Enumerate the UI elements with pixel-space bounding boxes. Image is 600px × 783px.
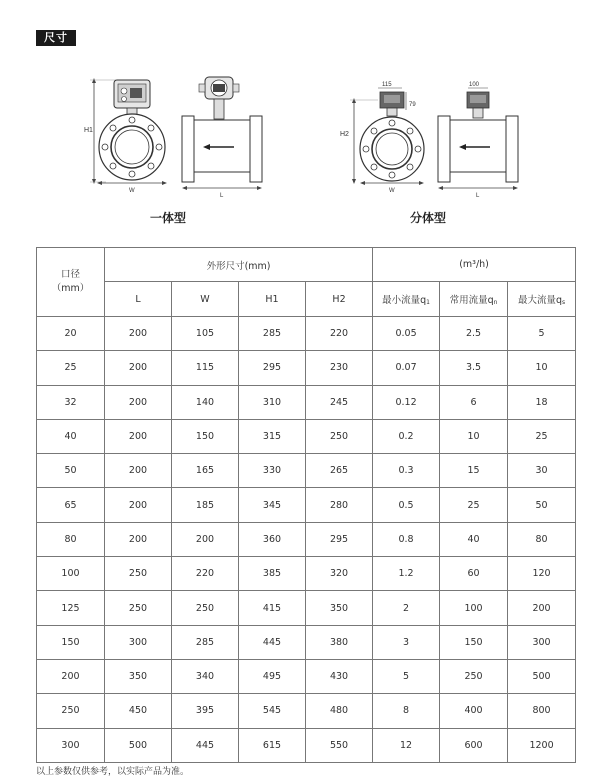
table-row [37, 317, 576, 351]
table-cell: 12 [373, 728, 440, 762]
table-cell: 150 [440, 625, 508, 659]
table-cell: 310 [239, 385, 306, 419]
table-cell: 800 [508, 694, 576, 728]
table-cell: 40 [37, 419, 105, 453]
column-header-label: L [135, 293, 141, 305]
table-cell: 245 [306, 385, 373, 419]
table-cell: 550 [306, 728, 373, 762]
table-cell: 250 [172, 591, 239, 625]
table-cell: 150 [37, 625, 105, 659]
table-cell: 200 [172, 522, 239, 556]
table-cell: 315 [239, 419, 306, 453]
table-cell: 350 [306, 591, 373, 625]
table-cell: 25 [37, 351, 105, 385]
column-header-label: 最小流量q [382, 295, 427, 306]
table-row [37, 591, 576, 625]
dim-w-label: W [389, 188, 395, 194]
table-cell: 0.2 [373, 419, 440, 453]
column-header [239, 282, 306, 317]
table-cell: 40 [440, 522, 508, 556]
column-header-subscript: 1 [426, 299, 430, 306]
table-cell: 10 [508, 351, 576, 385]
table-cell: 230 [306, 351, 373, 385]
table-cell: 220 [172, 557, 239, 591]
table-cell: 200 [105, 454, 172, 488]
table-row [37, 728, 576, 762]
table-cell: 100 [440, 591, 508, 625]
table-cell: 5 [373, 659, 440, 693]
table-cell: 445 [172, 728, 239, 762]
table-cell: 295 [239, 351, 306, 385]
column-header [105, 282, 172, 317]
table-cell: 32 [37, 385, 105, 419]
table-cell: 250 [105, 591, 172, 625]
table-cell: 6 [440, 385, 508, 419]
table-cell: 115 [172, 351, 239, 385]
column-header [440, 282, 508, 317]
table-cell: 3 [373, 625, 440, 659]
dimension-spec-table [36, 247, 576, 763]
column-header-label: H1 [265, 293, 279, 305]
table-cell: 430 [306, 659, 373, 693]
integrated-flowmeter-diagram [82, 70, 282, 200]
table-cell: 380 [306, 625, 373, 659]
table-cell: 100 [37, 557, 105, 591]
table-cell: 0.05 [373, 317, 440, 351]
table-row [37, 454, 576, 488]
table-cell: 65 [37, 488, 105, 522]
table-cell: 250 [306, 419, 373, 453]
table-row [37, 694, 576, 728]
table-cell: 320 [306, 557, 373, 591]
table-cell: 480 [306, 694, 373, 728]
table-cell: 200 [105, 317, 172, 351]
table-cell: 0.12 [373, 385, 440, 419]
column-header-label: W [200, 293, 210, 305]
table-cell: 200 [37, 659, 105, 693]
dim-h1-label: H1 [84, 127, 93, 134]
column-header-subscript: n [493, 299, 498, 306]
table-cell: 0.3 [373, 454, 440, 488]
table-cell: 200 [508, 591, 576, 625]
table-cell: 395 [172, 694, 239, 728]
table-cell: 300 [508, 625, 576, 659]
table-cell: 500 [105, 728, 172, 762]
table-cell: 80 [508, 522, 576, 556]
table-cell: 200 [105, 351, 172, 385]
table-cell: 415 [239, 591, 306, 625]
table-cell: 0.8 [373, 522, 440, 556]
dim-79-label: 79 [409, 102, 416, 108]
table-cell: 285 [172, 625, 239, 659]
table-cell: 0.5 [373, 488, 440, 522]
table-cell: 25 [440, 488, 508, 522]
table-cell: 545 [239, 694, 306, 728]
dim-100-label: 100 [469, 82, 480, 88]
table-cell: 18 [508, 385, 576, 419]
table-cell: 220 [306, 317, 373, 351]
table-row [37, 625, 576, 659]
table-cell: 250 [37, 694, 105, 728]
column-header [172, 282, 239, 317]
section-label: 尺寸 [36, 30, 76, 46]
table-cell: 345 [239, 488, 306, 522]
table-cell: 495 [239, 659, 306, 693]
table-row [37, 488, 576, 522]
table-cell: 200 [105, 385, 172, 419]
table-cell: 120 [508, 557, 576, 591]
table-cell: 200 [105, 522, 172, 556]
table-cell: 30 [508, 454, 576, 488]
dim-115-label: 115 [382, 82, 392, 88]
table-cell: 125 [37, 591, 105, 625]
table-cell: 500 [508, 659, 576, 693]
table-cell: 60 [440, 557, 508, 591]
dim-w-label: W [129, 188, 135, 194]
integrated-type-caption: 一体型 [150, 211, 187, 225]
table-cell: 250 [440, 659, 508, 693]
table-cell: 150 [172, 419, 239, 453]
table-cell: 600 [440, 728, 508, 762]
column-header-label: 最大流量q [517, 295, 562, 306]
table-cell: 360 [239, 522, 306, 556]
table-cell: 0.07 [373, 351, 440, 385]
table-cell: 330 [239, 454, 306, 488]
dim-l-label: L [476, 193, 480, 199]
table-cell: 15 [440, 454, 508, 488]
table-cell: 400 [440, 694, 508, 728]
table-cell: 185 [172, 488, 239, 522]
table-row [37, 385, 576, 419]
table-cell: 385 [239, 557, 306, 591]
split-type-drawing [338, 70, 538, 200]
table-cell: 200 [105, 419, 172, 453]
table-cell: 1200 [508, 728, 576, 762]
table-cell: 140 [172, 385, 239, 419]
dim-l-label: L [220, 193, 224, 199]
table-cell: 200 [105, 488, 172, 522]
table-row [37, 351, 576, 385]
table-row [37, 659, 576, 693]
table-row [37, 522, 576, 556]
table-cell: 8 [373, 694, 440, 728]
table-cell: 285 [239, 317, 306, 351]
table-cell: 445 [239, 625, 306, 659]
table-cell: 265 [306, 454, 373, 488]
caliber-header: 口径 （mm） [37, 248, 105, 317]
table-cell: 250 [105, 557, 172, 591]
table-cell: 10 [440, 419, 508, 453]
table-cell: 50 [508, 488, 576, 522]
table-row [37, 557, 576, 591]
table-cell: 165 [172, 454, 239, 488]
column-header-label: 常用流量q [449, 295, 494, 306]
table-cell: 280 [306, 488, 373, 522]
table-cell: 300 [105, 625, 172, 659]
table-cell: 350 [105, 659, 172, 693]
table-cell: 340 [172, 659, 239, 693]
table-cell: 3.5 [440, 351, 508, 385]
table-cell: 295 [306, 522, 373, 556]
column-header [373, 282, 440, 317]
table-cell: 80 [37, 522, 105, 556]
table-cell: 5 [508, 317, 576, 351]
table-header-row-1 [37, 248, 576, 282]
table-cell: 105 [172, 317, 239, 351]
table-cell: 20 [37, 317, 105, 351]
column-header [508, 282, 576, 317]
table-header-row-2 [37, 282, 576, 317]
flow-group-header: (m³/h) [373, 248, 576, 282]
integrated-type-drawing [82, 70, 282, 200]
table-cell: 50 [37, 454, 105, 488]
split-flowmeter-diagram [338, 70, 538, 200]
column-header-subscript: s [561, 299, 566, 306]
footnote: 以上参数仅供参考，以实际产品为准。 [36, 767, 190, 777]
column-header-label: H2 [332, 293, 346, 305]
split-type-caption: 分体型 [410, 211, 447, 225]
dimension-group-header: 外形尺寸(mm) [105, 248, 373, 282]
table-cell: 300 [37, 728, 105, 762]
column-header [306, 282, 373, 317]
table-cell: 450 [105, 694, 172, 728]
table-cell: 25 [508, 419, 576, 453]
table-cell: 2 [373, 591, 440, 625]
table-cell: 2.5 [440, 317, 508, 351]
table-row [37, 419, 576, 453]
table-cell: 1.2 [373, 557, 440, 591]
table-cell: 615 [239, 728, 306, 762]
dim-h2-label: H2 [340, 131, 349, 138]
